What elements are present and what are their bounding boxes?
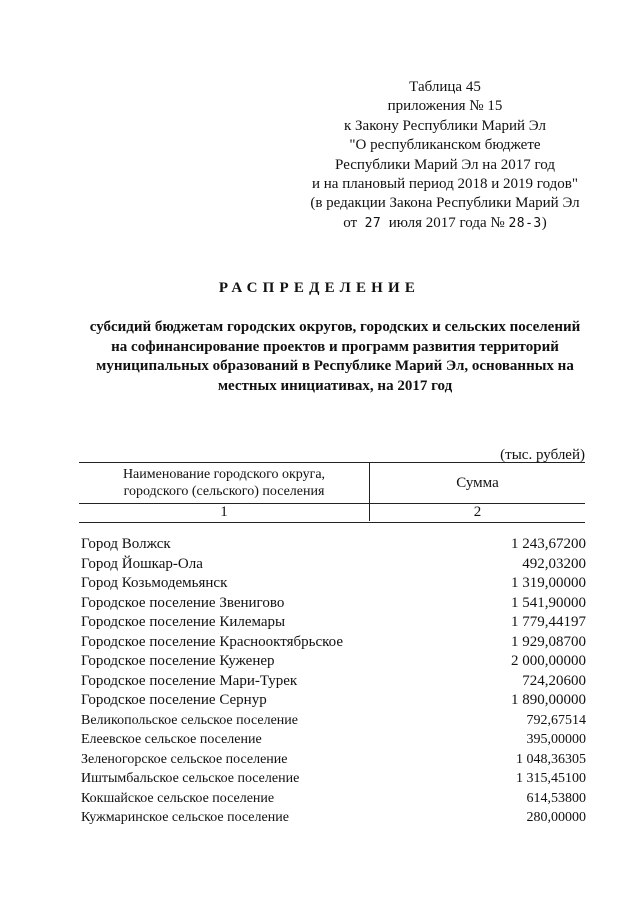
row-name: Иштымбальское сельское поселение (81, 771, 300, 786)
date-day: 27 (364, 215, 382, 231)
table-row (81, 633, 586, 653)
row-amount: 1 315,45100 (516, 771, 586, 786)
table-row (81, 711, 586, 731)
header-line-planning-period: и на плановый период 2018 и 2019 годов" (312, 176, 578, 193)
row-name: Городское поселение Звенигово (81, 594, 285, 611)
header-line-law: к Закону Республики Марий Эл (343, 117, 546, 134)
row-name: Город Козьмодемьянск (81, 575, 228, 591)
row-amount: 395,00000 (526, 732, 586, 747)
date-suffix: ) (541, 214, 547, 231)
date-prefix: от (343, 214, 358, 231)
subtitle-line: на софинансирование проектов и программ развития территорий (111, 338, 559, 355)
document-title: РАСПРЕДЕЛЕНИЕ (218, 280, 421, 296)
row-name: Городское поселение Краснооктябрьское (81, 633, 344, 650)
column-header-name (79, 463, 369, 503)
column-number-2: 2 (473, 504, 482, 520)
table-row (81, 652, 586, 672)
row-amount: 724,20600 (522, 672, 586, 689)
date-number: 28-З (508, 215, 542, 231)
header-line-table-number: Таблица 45 (409, 79, 481, 95)
table-row (81, 535, 586, 555)
table-row (81, 574, 586, 594)
row-name: Зеленогорское сельское поселение (81, 751, 288, 767)
document-subtitle (70, 318, 600, 396)
row-name: Елеевское сельское поселение (81, 732, 262, 747)
subtitle-line: муниципальных образований в Республике Марий Эл, основанных на (96, 358, 574, 374)
row-name: Город Йошкар-Ола (81, 555, 203, 572)
row-amount: 792,67514 (526, 712, 586, 728)
table-row (81, 672, 586, 692)
row-name: Кужмаринское сельское поселение (81, 810, 289, 825)
column-number-1: 1 (220, 504, 228, 520)
row-amount: 1 929,08700 (511, 633, 586, 650)
row-amount: 614,53800 (526, 790, 586, 806)
row-amount: 1 243,67200 (511, 536, 586, 552)
table-row (81, 613, 586, 633)
row-name: Город Волжск (81, 536, 171, 552)
header-line-edition: (в редакции Закона Республики Марий Эл (310, 195, 580, 212)
table-row (81, 769, 586, 789)
subtitle-line: местных инициативах, на 2017 год (217, 377, 453, 394)
table-row (81, 594, 586, 614)
row-amount: 1 541,90000 (511, 594, 586, 611)
row-amount: 1 779,44197 (511, 614, 586, 630)
row-amount: 280,00000 (526, 810, 586, 825)
table-body (81, 535, 586, 828)
row-amount: 1 319,00000 (511, 575, 586, 591)
row-amount: 492,03200 (522, 555, 586, 572)
column-header-name-line1: Наименование городского округа, (122, 467, 326, 482)
row-name: Городское поселение Куженер (81, 653, 275, 669)
row-amount: 1 890,00000 (511, 692, 586, 708)
row-name: Кокшайское сельское поселение (81, 790, 275, 806)
table-header (79, 462, 585, 523)
row-amount: 2 000,00000 (511, 653, 586, 669)
table-row (81, 789, 586, 809)
header-line-budget-title: "О республиканском бюджете (349, 137, 541, 154)
table-row (81, 750, 586, 770)
row-name: Городское поселение Килемары (81, 614, 286, 630)
table-row (81, 808, 586, 828)
header-line-appendix: приложения № 15 (387, 98, 503, 115)
row-name: Городское поселение Сернур (81, 692, 267, 708)
column-header-name-line2: городского (сельского) поселения (123, 484, 325, 499)
subtitle-line: субсидий бюджетам городских округов, городских и сельских поселений (89, 319, 581, 335)
document-header (300, 78, 590, 233)
column-header-amount: Сумма (456, 475, 499, 491)
date-middle: июля 2017 года № (388, 214, 505, 231)
header-line-republic-year: Республики Марий Эл на 2017 год (335, 156, 555, 173)
header-line-date (300, 214, 590, 233)
table-row (81, 730, 586, 750)
row-name: Городское поселение Мари-Турек (81, 672, 298, 689)
units-label: (тыс. рублей) (500, 447, 585, 463)
table-row (81, 555, 586, 575)
row-name: Великопольское сельское поселение (81, 712, 298, 728)
table-row (81, 691, 586, 711)
row-amount: 1 048,36305 (516, 751, 586, 767)
